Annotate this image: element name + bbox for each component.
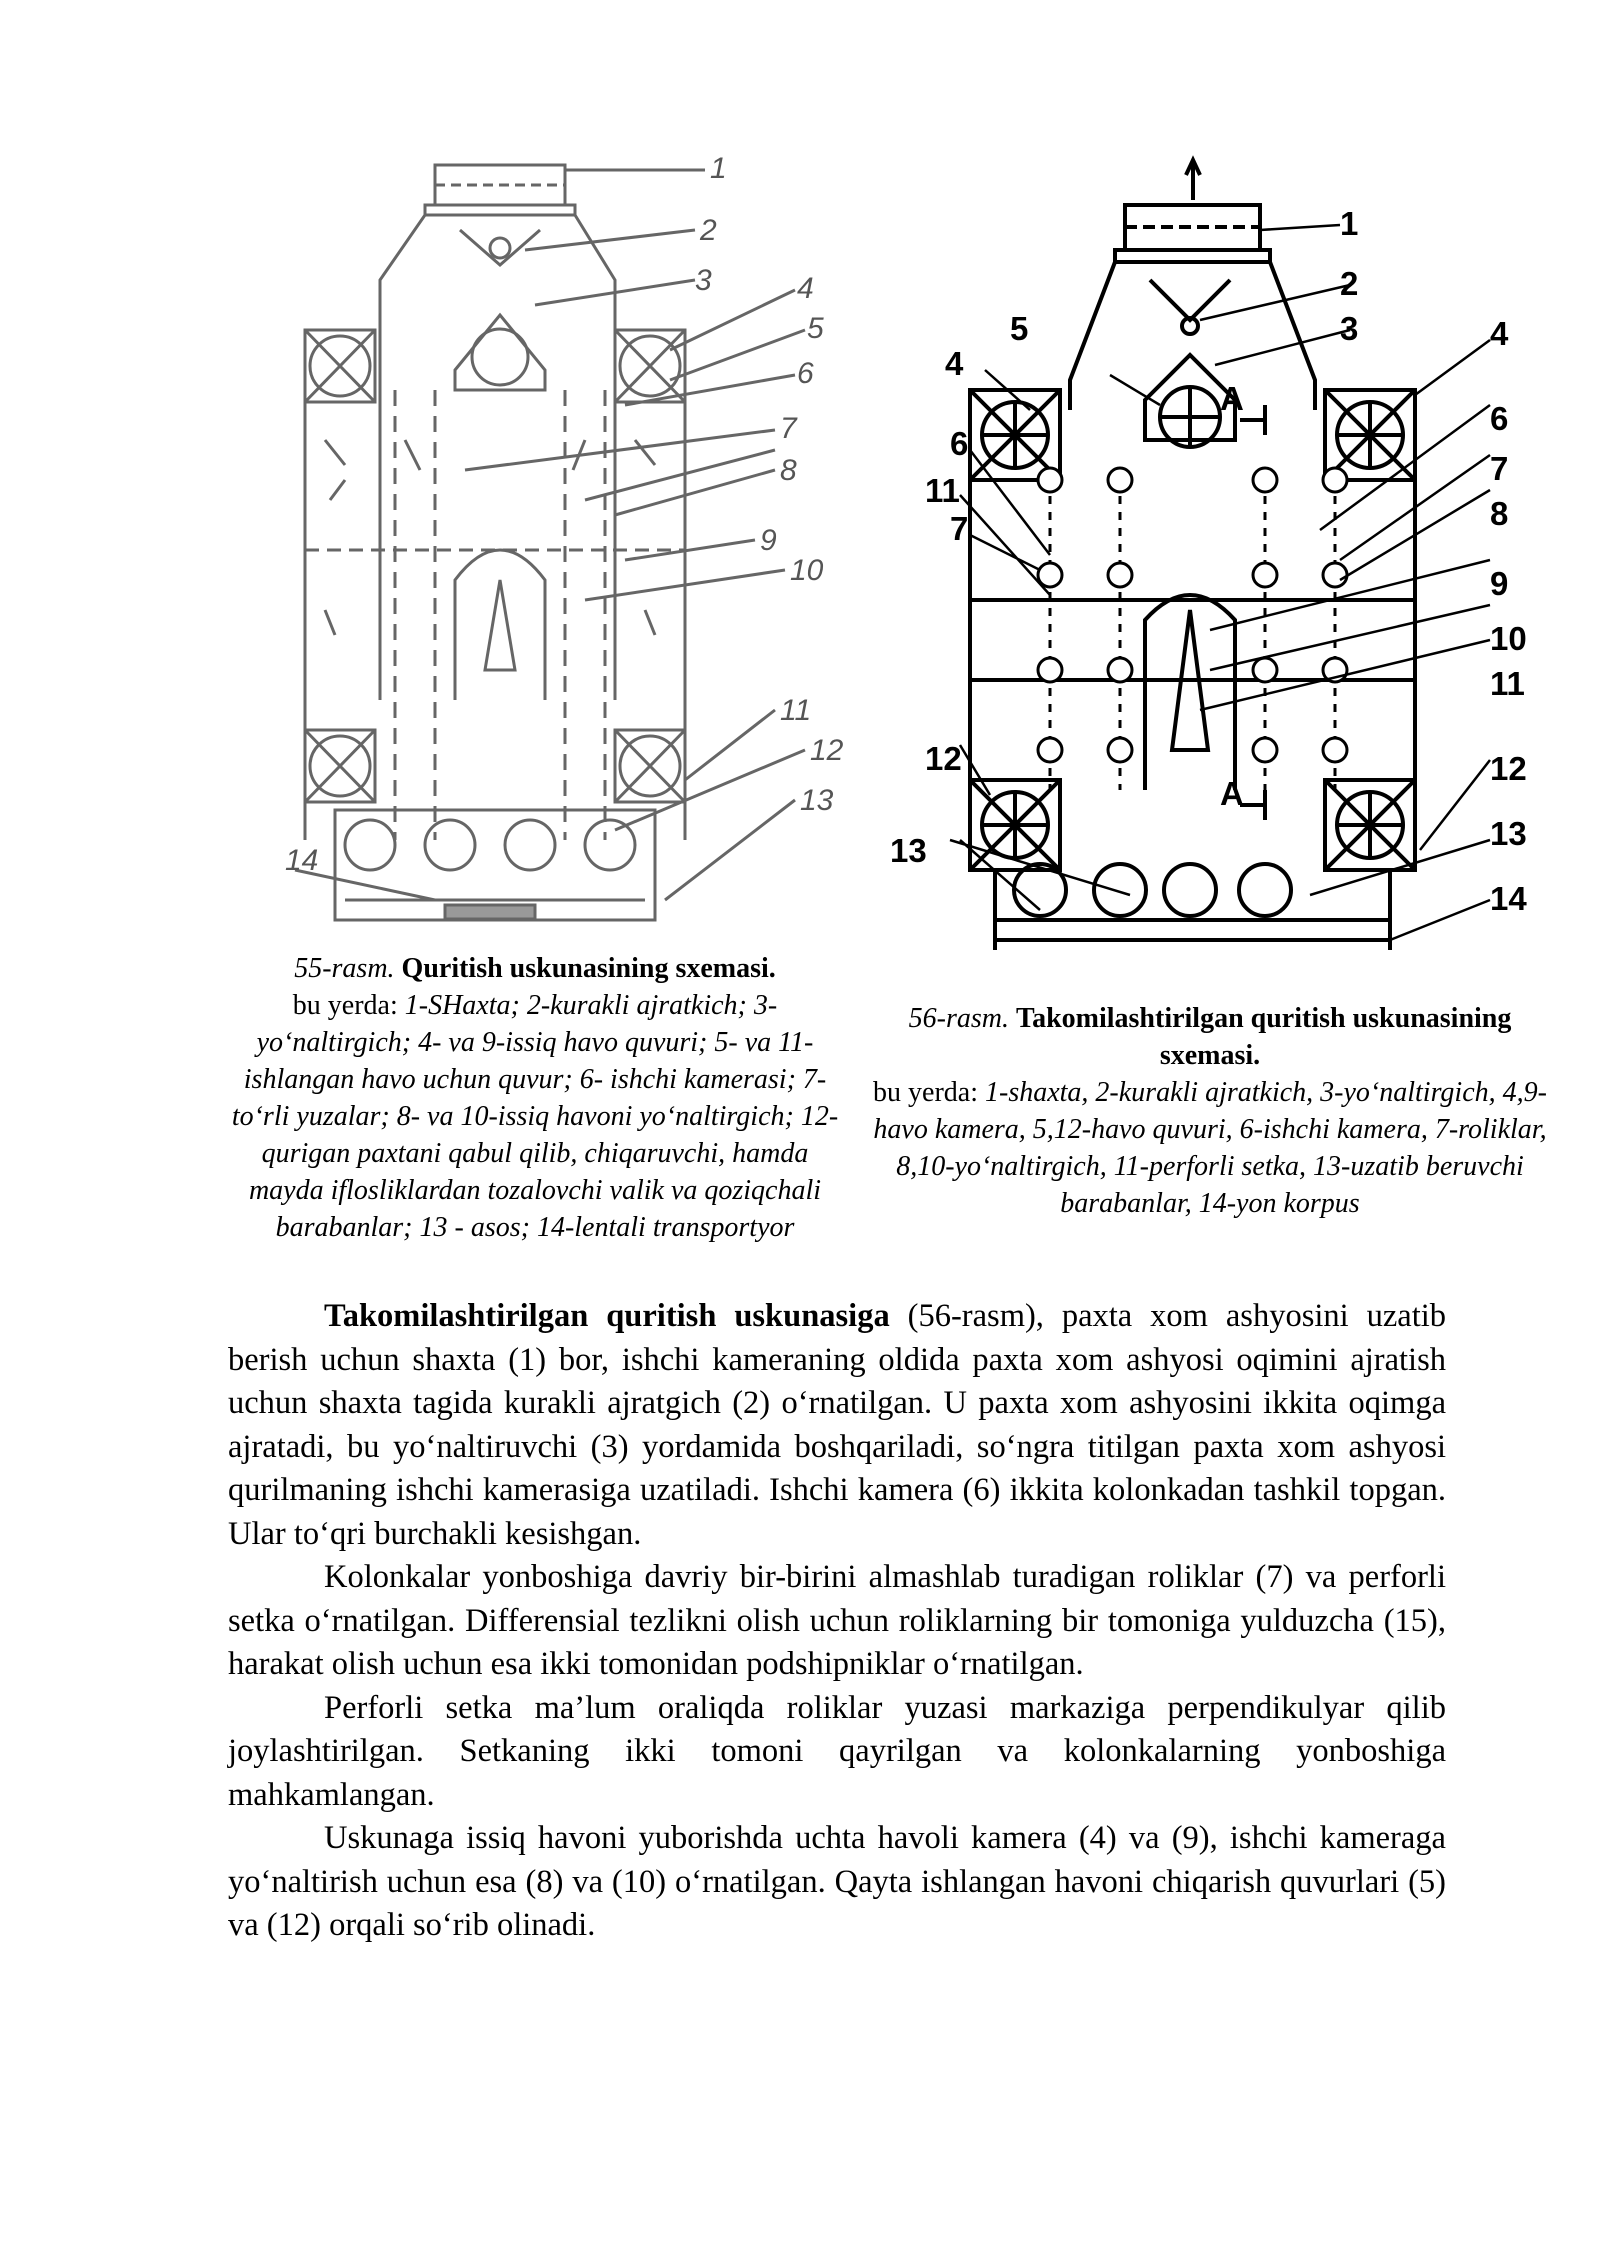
fig56-label: 4 (945, 345, 964, 382)
fig56-label: 8 (1490, 495, 1509, 532)
paragraph: Kolonkalar yonboshiga davriy bir-birini almashlab turadigan roliklar (7) va perforli setka o‘rnatilgan. Differensial tezlikni olish uchun roliklarning bir tomoniga yulduzcha (15), harakat olish uchun esa ikki tomonidan podshipniklar o‘rnatilgan. (228, 1559, 1446, 1682)
caption-title: Takomilashtirilgan quritish uskunasining sxemasi. (1015, 1003, 1512, 1071)
fig56-label: 7 (1490, 450, 1509, 487)
fig56-label: 4 (1490, 315, 1509, 352)
fig56-label: 3 (1340, 310, 1359, 347)
paragraph: Perforli setka ma’lum oraliqda roliklar yuzasi markaziga perpendikulyar qilib joylashtirilgan. Setkaning ikki tomoni qayrilgan va kolonkalarning yonboshiga mahkamlangan. (228, 1689, 1446, 1813)
fig55-label: 2 (700, 214, 717, 247)
fig56-label: 6 (950, 425, 969, 462)
caption-lead: bu yerda: (292, 990, 398, 1021)
fig56-label: 12 (925, 740, 962, 777)
fig55-label: 9 (760, 524, 777, 557)
fig56-label: 13 (1490, 815, 1527, 852)
fig56-label: 7 (950, 510, 969, 547)
fig56-label: 2 (1340, 265, 1359, 302)
caption-number: 56-rasm. (908, 1003, 1009, 1034)
fig56-section-mark: A (1220, 775, 1244, 812)
fig56-label: 5 (1010, 310, 1029, 347)
caption-body: 1-shaxta, 2-kurakli ajratkich, 3-yo‘naltirgich, 4,9-havo kamera, 5,12-havo quvuri, 6-ishchi kamera, 7-roliklar, 8,10-yo‘naltirgich, 11-perforli setka, 13-uzatib beruvchi barabanlar, 14-yon korpus (873, 1077, 1547, 1219)
fig56-label: 14 (1490, 880, 1527, 917)
fig55-label: 4 (797, 272, 814, 305)
fig56-label: 9 (1490, 565, 1509, 602)
fig55-label: 12 (810, 734, 844, 767)
fig55-label: 8 (780, 454, 797, 487)
fig55-label: 3 (695, 264, 712, 297)
fig56-label: 12 (1490, 750, 1527, 787)
paragraph (228, 1295, 1446, 1556)
fig55-label: 13 (800, 784, 834, 817)
caption-title: Quritish uskunasining sxemasi. (401, 953, 776, 984)
fig56-label: 1 (1340, 205, 1359, 242)
figure-55-dryer-schematic (285, 140, 845, 950)
fig56-label: 10 (1490, 620, 1527, 657)
fig55-label: 6 (797, 357, 814, 390)
caption-number: 55-rasm. (294, 953, 395, 984)
body-text (228, 1295, 1446, 1948)
figure-56-caption (855, 1000, 1565, 1222)
fig55-label: 14 (285, 844, 319, 877)
fig55-label: 5 (807, 312, 824, 345)
figure-56-improved-dryer-schematic (870, 150, 1530, 965)
fig55-label: 10 (790, 554, 824, 587)
fig55-label: 1 (710, 152, 727, 185)
fig56-label: 6 (1490, 400, 1509, 437)
fig56-label: 11 (1490, 665, 1525, 702)
caption-lead: bu yerda: (873, 1077, 978, 1108)
fig55-label: 11 (780, 694, 812, 727)
figure-55-caption (230, 950, 840, 1246)
paragraph-lead: Takomilashtirilgan quritish uskunasiga (324, 1298, 890, 1334)
fig55-label: 7 (780, 412, 797, 445)
fig56-label: 13 (890, 832, 927, 869)
caption-body: 1-SHaxta; 2-kurakli ajratkich; 3-yo‘naltirgich; 4- va 9-issiq havo quvuri; 5- va 11- ishlangan havo uchun quvur; 6- ishchi kamerasi; 7- to‘rli yuzalar; 8- va 10-issiq havoni yo‘naltirgich; 12-qurigan paxtani qabul qilib, chiqaruvchi, hamda mayda iflosliklardan tozalovchi valik va qoziqchali barabanlar; 13 - asos; 14-lentali transportyor (231, 990, 839, 1243)
paragraph-text: (56-rasm), paxta xom ashyosini uzatib berish uchun shaxta (1) bor, ishchi kameraning oldida paxta xom ashyosi oqimini ajratish uchun shaxta tagida kurakli ajratgich (2) o‘rnatilgan. U paxta xom ashyosini ikkita oqimga ajratadi, bu yo‘naltiruvchi (3) yordamida boshqariladi, so‘ngra titilgan paxta xom ashyosi qurilmaning ishchi kamerasiga uzatiladi. Ishchi kamera (6) ikkita kolonkadan tashkil topgan. Ular to‘qri burchakli kesishgan. (228, 1298, 1447, 1552)
fig56-label: 11 (925, 472, 960, 509)
fig56-section-mark: A (1220, 380, 1244, 417)
paragraph: Uskunaga issiq havoni yuborishda uchta havoli kamera (4) va (9), ishchi kameraga yo‘naltirish uchun esa (8) va (10) o‘rnatilgan. Qayta ishlangan havoni chiqarish quvurlari (5) va (12) orqali so‘rib olinadi. (228, 1820, 1446, 1943)
